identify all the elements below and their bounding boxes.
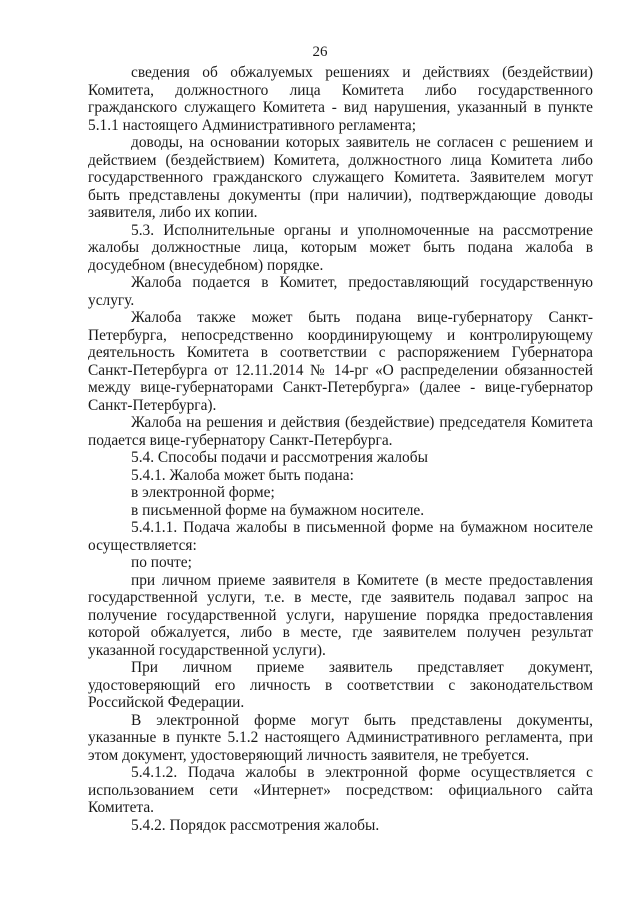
paragraph-appeal-arguments: доводы, на основании которых заявитель не согласен с решением и действием (бездействием) Комитета, должностного лица Комитета либо государственного гражданского служащего Комитета. Заявителем могут быть представлены документы (при наличии), подтверждающие доводы заявителя, либо их копии. — [88, 134, 593, 221]
paragraph-section-5-4-2: 5.4.2. Порядок рассмотрения жалобы. — [131, 816, 380, 834]
paragraph-section-5-4-1: 5.4.1. Жалоба может быть подана: — [131, 466, 354, 484]
paragraph-paper-form: в письменной форме на бумажном носителе. — [131, 501, 425, 519]
paragraph-by-mail: по почте; — [131, 554, 192, 571]
paragraph-electronic-form: в электронной форме; — [131, 484, 275, 501]
paragraph-electronic-documents: В электронной форме могут быть представлены документы, указанные в пункте 5.1.2 настоящего Административного регламента, при этом документ, удостоверяющий личность заявителя, не требуется. — [88, 711, 593, 764]
paragraph-appeal-details: сведения об обжалуемых решениях и действиях (бездействии) Комитета, должностного лица Комитета либо государственного гражданского служащего Комитета - вид нарушения, указанный в пункте 5.1.1 настоящего Административного регламента; — [88, 64, 593, 134]
paragraph-identity-document: При личном приеме заявитель представляет документ, удостоверяющий его личность в соответствии с законодательством Российской Федерации. — [88, 659, 593, 711]
document-body — [88, 64, 593, 834]
paragraph-section-5-3: 5.3. Исполнительные органы и уполномоченные на рассмотрение жалобы должностные лица, которым может быть подана жалоба в досудебном (внесудебном) порядке. — [88, 221, 593, 274]
paragraph-complaint-on-chairman: Жалоба на решения и действия (бездействие) председателя Комитета подается вице-губернатору Санкт-Петербурга. — [88, 414, 593, 449]
page-number: 26 — [312, 44, 328, 60]
paragraph-personal-reception: при личном приеме заявителя в Комитете (в месте предоставления государственной услуги, т.е. в месте, где заявитель подавал запрос на получение государственной услуги, нарушение порядка предоставления которой обжалуется, либо в месте, где заявителем получен результат указанной государственной услуги). — [88, 571, 593, 659]
paragraph-section-5-4: 5.4. Способы подачи и рассмотрения жалобы — [131, 449, 428, 466]
paragraph-section-5-4-1-1: 5.4.1.1. Подача жалобы в письменной форме на бумажном носителе осуществляется: — [88, 519, 593, 554]
paragraph-section-5-4-1-2: 5.4.1.2. Подача жалобы в электронной форме осуществляется с использованием сети «Интернет» посредством: официального сайта Комитета. — [88, 764, 593, 816]
paragraph-complaint-to-vice-governor: Жалоба также может быть подана вице-губернатору Санкт-Петербурга, непосредственно координирующему и контролирующему деятельность Комитета в соответствии с распоряжением Губернатора Санкт-Петербурга от 12.11.2014 № 14-рг «О распределении обязанностей между вице-губернаторами Санкт-Петербурга» (далее - вице-губернатор Санкт-Петербурга). — [88, 309, 593, 414]
paragraph-complaint-to-committee: Жалоба подается в Комитет, предоставляющий государственную услугу. — [88, 274, 593, 309]
